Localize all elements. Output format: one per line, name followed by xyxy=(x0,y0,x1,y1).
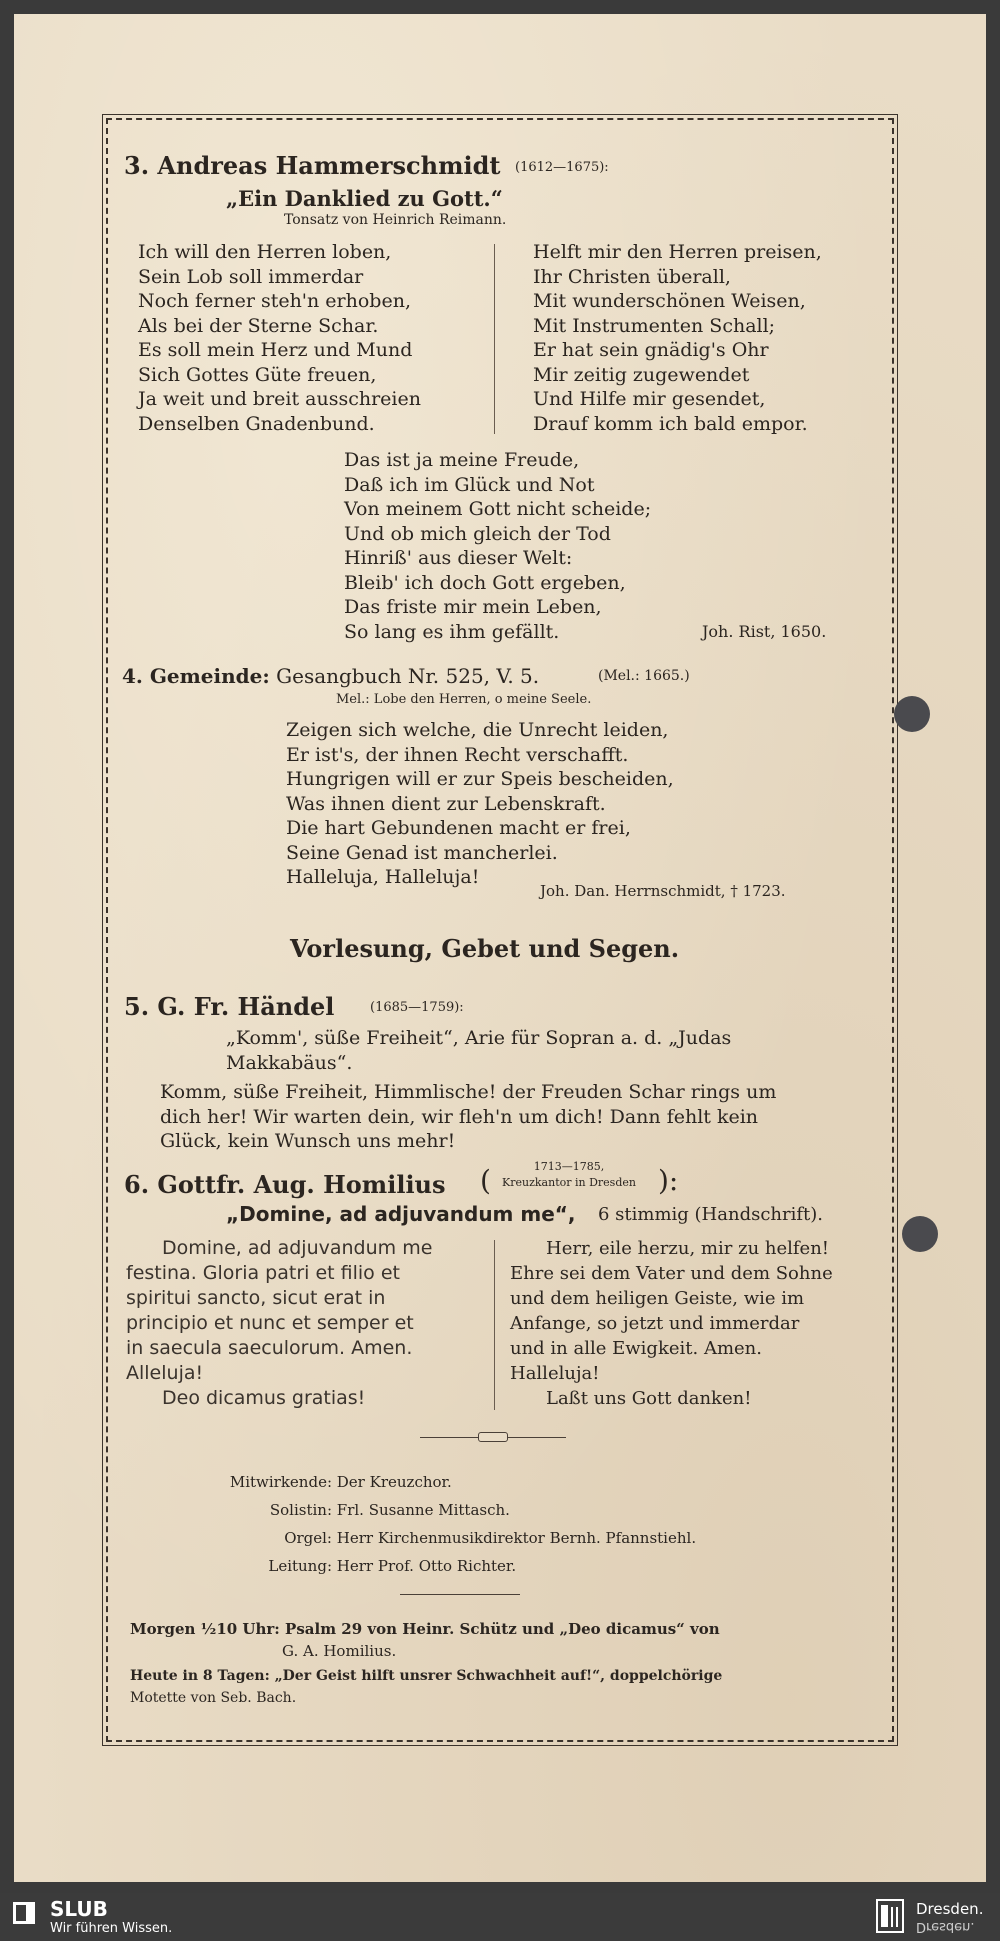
verse-line: Helft mir den Herren preisen, xyxy=(533,241,822,263)
verse-line: Was ihnen dient zur Lebenskraft. xyxy=(286,792,606,815)
verse-line: Sich Gottes Güte freuen, xyxy=(138,363,377,386)
verse-line: Ihr Christen überall, xyxy=(533,265,731,288)
section-4-hymn-ref: Gesangbuch Nr. 525, V. 5. xyxy=(276,664,540,688)
partner-name: Dresden. xyxy=(916,1900,984,1918)
text-line: und dem heiligen Geiste, wie im xyxy=(510,1288,805,1309)
slub-logo-icon[interactable] xyxy=(12,1901,38,1925)
credit-name: Herr Prof. Otto Richter. xyxy=(336,1557,517,1575)
section-6-latin-text xyxy=(126,1236,478,1411)
section-3-years: (1612—1675): xyxy=(515,160,609,175)
text-line: Komm, süße Freiheit, Himmlische! der Freuden Schar rings um xyxy=(160,1081,777,1103)
section-3-arranger: Tonsatz von Heinrich Reimann. xyxy=(284,212,507,228)
verse-line: Bleib' ich doch Gott ergeben, xyxy=(344,571,626,594)
column-divider xyxy=(494,1240,495,1410)
text-line: dich her! Wir warten dein, wir fleh'n um dich! Dann fehlt kein xyxy=(160,1105,759,1128)
punch-hole-upper xyxy=(894,696,930,732)
verse-line: Er hat sein gnädig's Ohr xyxy=(533,339,769,361)
credit-line xyxy=(200,1496,696,1524)
text-line: Glück, kein Wunsch uns mehr! xyxy=(160,1130,456,1152)
section-6-years: 1713—1785, xyxy=(533,1160,605,1173)
credit-line xyxy=(200,1552,696,1580)
section-5-text xyxy=(160,1080,776,1154)
credit-role: Mitwirkende: xyxy=(229,1473,332,1491)
text-line: Alleluja! xyxy=(126,1362,204,1384)
text-line: festina. Gloria patri et filio et xyxy=(126,1262,400,1284)
notice-next-week-line1: Heute in 8 Tagen: „Der Geist hilft unsrer Schwachheit auf!“, doppelchörige xyxy=(130,1668,723,1684)
text-line: Ehre sei dem Vater und dem Sohne xyxy=(510,1263,833,1284)
text-line: principio et nunc et semper et xyxy=(126,1312,414,1334)
notice-tomorrow-line1: Morgen ½10 Uhr: Psalm 29 von Heinr. Schütz und „Deo dicamus“ von xyxy=(130,1620,720,1638)
verse-line: Drauf komm ich bald empor. xyxy=(533,412,808,435)
section-4-heading xyxy=(122,664,539,688)
section-3-center-verse xyxy=(344,448,651,644)
text-line: Anfange, so jetzt und immerdar xyxy=(510,1313,800,1334)
verse-line: Noch ferner steh'n erhoben, xyxy=(138,290,411,312)
footer-brand[interactable]: SLUB xyxy=(50,1897,108,1921)
section-6-german-text xyxy=(510,1236,862,1411)
verse-line: Halleluja, Halleluja! xyxy=(286,866,480,888)
verse-line: Zeigen sich welche, die Unrecht leiden, xyxy=(286,719,669,741)
notice-tomorrow-line2: G. A. Homilius. xyxy=(282,1642,397,1660)
footer-bar xyxy=(0,1893,1000,1941)
section-4-author: Joh. Dan. Herrnschmidt, † 1723. xyxy=(540,882,786,900)
section-5-heading: 5. G. Fr. Händel xyxy=(124,992,335,1021)
verse-line: Mit Instrumenten Schall; xyxy=(533,314,776,337)
text-line: Deo dicamus gratias! xyxy=(162,1387,366,1409)
notice-next-week-line2: Motette von Seb. Bach. xyxy=(130,1690,297,1706)
verse-line: So lang es ihm gefällt. xyxy=(344,620,560,643)
credits-block xyxy=(200,1468,696,1580)
section-3-title: „Ein Danklied zu Gott.“ xyxy=(226,186,503,211)
interlude-heading: Vorlesung, Gebet und Segen. xyxy=(290,934,680,963)
section-4-melody-year: (Mel.: 1665.) xyxy=(598,668,690,684)
punch-hole-lower xyxy=(902,1216,938,1252)
verse-line: Das friste mir mein Leben, xyxy=(344,596,602,618)
section-6-role: Kreuzkantor in Dresden xyxy=(502,1176,636,1189)
dresden-crest-icon[interactable] xyxy=(876,1899,904,1933)
verse-line: Es soll mein Herz und Mund xyxy=(138,339,413,361)
column-divider xyxy=(494,244,495,434)
verse-line: Als bei der Sterne Schar. xyxy=(138,314,379,337)
footer-tagline: Wir führen Wissen. xyxy=(50,1921,173,1936)
verse-line: Ich will den Herren loben, xyxy=(138,241,392,263)
ornament-center xyxy=(478,1432,508,1442)
text-line: und in alle Ewigkeit. Amen. xyxy=(510,1338,762,1359)
section-5-years: (1685—1759): xyxy=(370,1000,464,1015)
section-5-title-line2: Makkabäus“. xyxy=(226,1052,353,1074)
verse-line: Von meinem Gott nicht scheide; xyxy=(344,498,652,520)
section-6-close-paren: ): xyxy=(658,1164,679,1197)
verse-line: Mit wunderschönen Weisen, xyxy=(533,290,806,312)
section-5-title-line1: „Komm', süße Freiheit“, Arie für Sopran a. d. „Judas xyxy=(226,1027,732,1049)
section-6-title: „Domine, ad adjuvandum me“, xyxy=(226,1202,576,1226)
credit-role: Leitung: xyxy=(268,1557,332,1575)
verse-line: Denselben Gnadenbund. xyxy=(138,412,375,435)
credit-name: Der Kreuzchor. xyxy=(336,1473,452,1491)
verse-line: Hinriß' aus dieser Welt: xyxy=(344,547,573,569)
section-6-title-suffix: 6 stimmig (Handschrift). xyxy=(598,1204,824,1225)
text-line: Laßt uns Gott danken! xyxy=(546,1388,752,1409)
verse-line: Das ist ja meine Freude, xyxy=(344,449,580,471)
section-6-open-paren: ( xyxy=(480,1164,491,1197)
verse-line: Und ob mich gleich der Tod xyxy=(344,522,611,545)
credit-line xyxy=(200,1524,696,1552)
verse-line: Daß ich im Glück und Not xyxy=(344,473,595,496)
verse-line: Hungrigen will er zur Speis bescheiden, xyxy=(286,768,674,790)
credit-name: Herr Kirchenmusikdirektor Bernh. Pfannstiehl. xyxy=(336,1529,697,1547)
section-3-right-column xyxy=(533,240,822,436)
text-line: Herr, eile herzu, mir zu helfen! xyxy=(546,1238,830,1259)
verse-line: Ja weit und breit ausschreien xyxy=(138,388,421,410)
text-line: spiritui sancto, sicut erat in xyxy=(126,1287,386,1309)
text-line: Domine, ad adjuvandum me xyxy=(162,1237,433,1259)
footer-partner[interactable] xyxy=(916,1901,983,1935)
verse-line: Er ist's, der ihnen Recht verschafft. xyxy=(286,743,629,766)
verse-line: Sein Lob soll immerdar xyxy=(138,265,364,288)
section-3-left-column xyxy=(138,240,421,436)
section-3-author: Joh. Rist, 1650. xyxy=(702,622,827,641)
short-divider xyxy=(400,1594,520,1595)
credit-line xyxy=(200,1468,696,1496)
verse-line: Die hart Gebundenen macht er frei, xyxy=(286,817,631,839)
text-line: in saecula saeculorum. Amen. xyxy=(126,1337,413,1359)
section-4-label: 4. Gemeinde: xyxy=(122,664,270,688)
partner-name-mirror: Dresden. xyxy=(916,1919,975,1934)
section-6-heading: 6. Gottfr. Aug. Homilius xyxy=(124,1170,446,1199)
section-3-heading: 3. Andreas Hammerschmidt xyxy=(124,151,501,180)
section-4-melody: Mel.: Lobe den Herren, o meine Seele. xyxy=(336,692,592,707)
text-line: Halleluja! xyxy=(510,1363,600,1384)
verse-line: Mir zeitig zugewendet xyxy=(533,363,750,386)
section-4-verse xyxy=(286,718,674,890)
credit-role: Solistin: xyxy=(269,1501,332,1519)
credit-name: Frl. Susanne Mittasch. xyxy=(336,1501,510,1519)
credit-role: Orgel: xyxy=(284,1529,332,1547)
verse-line: Und Hilfe mir gesendet, xyxy=(533,388,766,410)
verse-line: Seine Genad ist mancherlei. xyxy=(286,841,558,864)
